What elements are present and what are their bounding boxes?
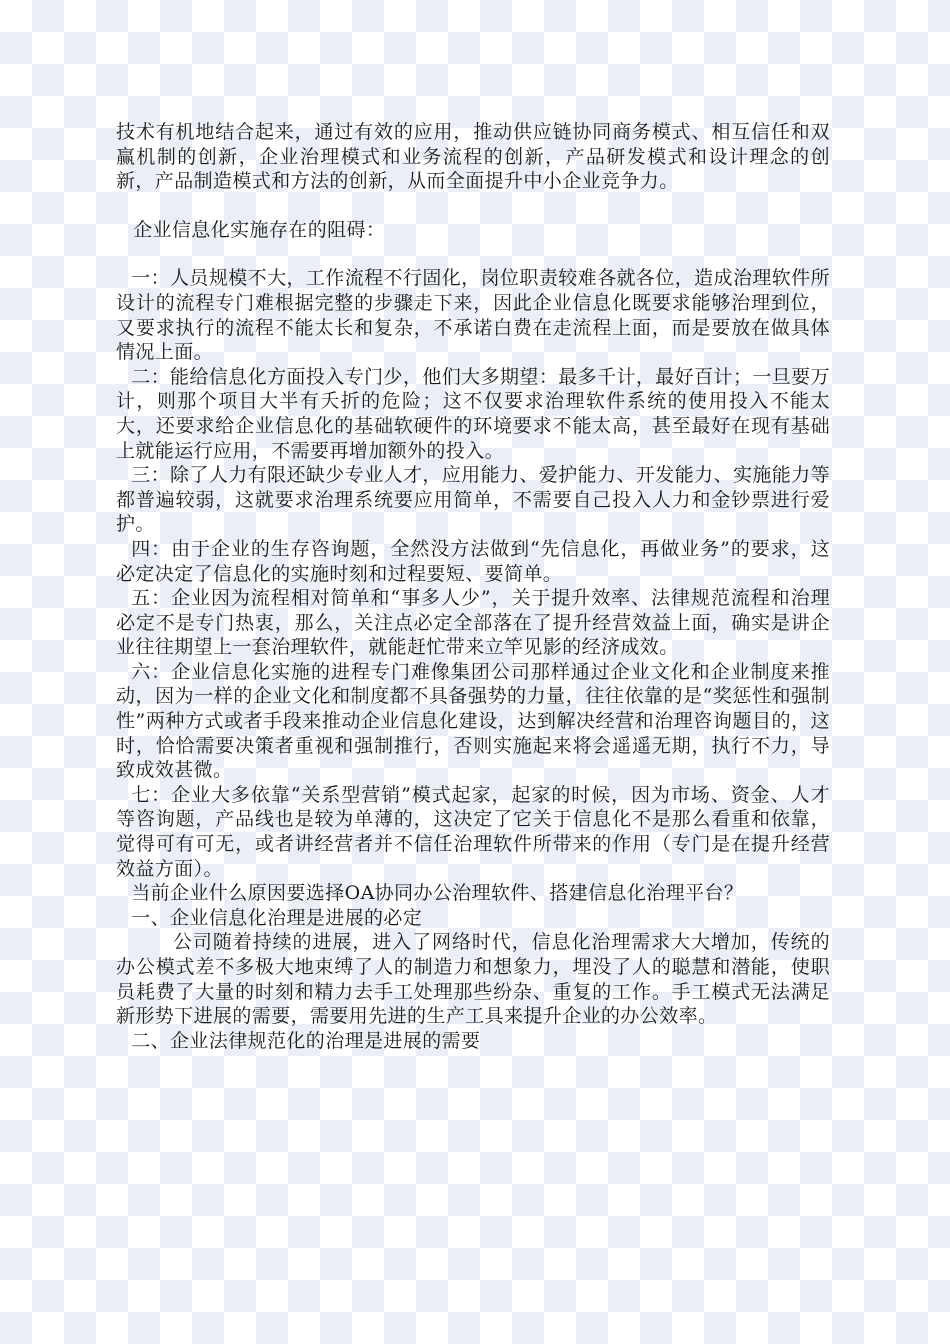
obstacle-item-4: 四：由于企业的生存咨询题，全然没方法做到“先信息化，再做业务”的要求，这必定决定了信息化的实施时刻和过程要短、要简单。 (116, 537, 830, 585)
intro-paragraph: 技术有机地结合起来，通过有效的应用，推动供应链协同商务模式、相互信任和双赢机制的创新，企业治理模式和业务流程的创新，产品研发模式和设计理念的创新，产品制造模式和方法的创新，从而全面提升中小企业竞争力。 (116, 121, 830, 193)
reason-body-1: 公司随着持续的进展，进入了网络时代，信息化治理需求大大增加，传统的办公模式差不多极大地束缚了人的制造力和想象力，埋没了人的聪慧和潜能，使职员耗费了大量的时刻和精力去手工处理那些纷杂、重复的工作。手工模式无法满足新形势下进展的需要，需要用先进的生产工具来提升企业的办公效率。 (116, 931, 830, 1028)
obstacle-item-2: 二：能给信息化方面投入专门少，他们大多期望：最多千计，最好百计；一旦要万计，则那个项目大半有夭折的危险；这不仅要求治理软件系统的使用投入不能太大，还要求给企业信息化的基础软硬件的环境要求不能太高，甚至最好在现有基础上就能运行应用，不需要再增加额外的投入。 (116, 365, 830, 462)
obstacle-item-6: 六：企业信息化实施的进程专门难像集团公司那样通过企业文化和企业制度来推动，因为一样的企业文化和制度都不具备强势的力量，往往依靠的是“奖惩性和强制性”两种方式或者手段来推动企业信息化建设，达到解决经营和治理咨询题目的，这时，恰恰需要决策者重视和强制推行，否则实施起来将会遥遥无期，执行不力，导致成效甚微。 (116, 660, 830, 782)
document-page (116, 120, 830, 1053)
paragraph-gap (116, 242, 830, 266)
obstacle-item-5: 五：企业因为流程相对简单和“事多人少”，关于提升效率、法律规范流程和治理必定不是专门热衷，那么，关注点必定全部落在了提升经营效益上面，确实是讲企业往往期望上一套治理软件，就能赶忙带来立竿见影的经济成效。 (116, 587, 830, 659)
paragraph-gap (116, 194, 830, 218)
obstacle-item-3: 三：除了人力有限还缺少专业人才，应用能力、爱护能力、开发能力、实施能力等都普遍较弱，这就要求治理系统要应用简单，不需要自己投入人力和金钞票进行爱护。 (116, 464, 830, 536)
reason-heading-2: 二、企业法律规范化的治理是进展的需要 (131, 1029, 481, 1052)
section-heading-obstacles: 企业信息化实施存在的阻碍： (133, 218, 386, 241)
obstacle-item-1: 一：人员规模不大，工作流程不行固化，岗位职责较难各就各位，造成治理软件所设计的流程专门难根据完整的步骤走下来，因此企业信息化既要求能够治理到位，又要求执行的流程不能太长和复杂，不承诺白费在走流程上面，而是要放在做具体情况上面。 (116, 267, 830, 364)
obstacle-item-7: 七：企业大多依靠“关系型营销”模式起家，起家的时候，因为市场、资金、人才等咨询题，产品线也是较为单薄的，这决定了它关于信息化不是那么看重和依靠，觉得可有可无，或者讲经营者并不信任治理软件所带来的作用（专门是在提升经营效益方面）。 (116, 783, 830, 880)
question-heading: 当前企业什么原因要选择OA协同办公治理软件、搭建信息化治理平台？ (131, 882, 744, 905)
reason-heading-1: 一、企业信息化治理是进展的必定 (131, 906, 423, 929)
